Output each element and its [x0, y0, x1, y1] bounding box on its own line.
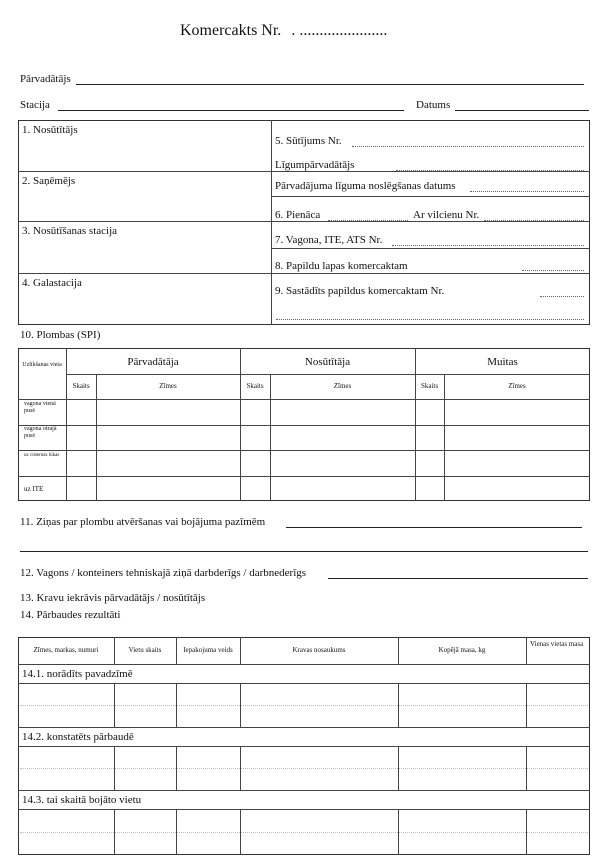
- label-vagona: 7. Vagona, ITE, ATS Nr.: [275, 234, 383, 246]
- results-section-14-1: 14.1. norādīts pavadzīmē: [22, 668, 133, 680]
- field-sutijums[interactable]: [352, 146, 584, 147]
- results-section-14-3: 14.3. tai skaitā bojāto vietu: [22, 794, 142, 806]
- label-sutijums: 5. Sūtījums Nr.: [275, 135, 342, 147]
- field-sastadits-line2[interactable]: [276, 319, 584, 320]
- label-section-11: 11. Ziņas par plombu atvēršanas vai bojājuma pazīmēm: [20, 516, 266, 528]
- label-nosutitajs: 1. Nosūtītājs: [22, 124, 78, 136]
- row-vagona-viena-puse: vagona vienā pusē: [24, 401, 56, 414]
- row-cisternas-lukas: uz cisternas lūkas: [24, 453, 60, 458]
- label-section-13: 13. Kravu iekrāvis pārvadātājs / nosūtītājs: [20, 592, 206, 604]
- field-vagona[interactable]: [392, 245, 584, 246]
- field-ligumparvadatajs[interactable]: [396, 170, 584, 171]
- label-datums: Datums: [416, 99, 451, 111]
- page-title: [180, 22, 387, 40]
- label-liguma-datums: Pārvadājuma līguma noslēgšanas datums: [275, 180, 456, 192]
- label-papildu-lapas: 8. Papildu lapas komercaktam: [275, 260, 408, 272]
- label-section-12: 12. Vagons / konteiners tehniskajā ziņā darbderīgs / darbnederīgs: [20, 567, 307, 579]
- title-text: Komercakts Nr.: [180, 22, 282, 39]
- field-ar-vilcienu[interactable]: [484, 220, 584, 221]
- label-ar-vilcienu: Ar vilcienu Nr.: [413, 209, 480, 221]
- col-iepakojuma-veids: Iepakojuma veids: [183, 646, 233, 654]
- field-stacija[interactable]: [58, 110, 404, 111]
- field-sastadits[interactable]: [540, 296, 584, 297]
- label-plombas: 10. Plombas (SPI): [20, 329, 101, 341]
- field-section-11-line2[interactable]: [20, 551, 588, 552]
- col-kopeja-masa: Kopējā masa, kg: [438, 646, 486, 654]
- field-section-12[interactable]: [328, 578, 588, 579]
- label-galastacija: 4. Galastacija: [22, 277, 82, 289]
- row-uz-ite: uz ITE: [24, 485, 44, 493]
- col-vietu-skaits: Vietu skaits: [128, 646, 162, 654]
- field-datums[interactable]: [455, 110, 589, 111]
- col-skaits-1: Skaits: [72, 382, 90, 390]
- col-vienas-vietas-masa: Vienas vietas masa: [530, 640, 584, 648]
- results-section-14-2: 14.2. konstatēts pārbaudē: [22, 731, 134, 743]
- label-sastadits: 9. Sastādīts papildus komercaktam Nr.: [275, 285, 445, 297]
- group-parvadataja: Pārvadātāja: [127, 356, 179, 368]
- label-sanemejs: 2. Saņēmējs: [22, 175, 76, 187]
- col-skaits-2: Skaits: [246, 382, 264, 390]
- group-nosutitaja: Nosūtītāja: [304, 356, 351, 368]
- col-zimes-1: Zīmes: [159, 382, 177, 390]
- row-vagona-otraja-puse: vagona otrajā pusē: [24, 426, 57, 439]
- label-section-14: 14. Pārbaudes rezultāti: [20, 609, 121, 621]
- label-stacija: Stacija: [20, 99, 50, 111]
- title-number-dots: . ......................: [291, 22, 388, 39]
- label-pienaca: 6. Pienāca: [275, 209, 321, 221]
- col-kravas-nosaukums: Kravas nosaukums: [292, 646, 346, 654]
- label-parvadatajs: Pārvadātājs: [20, 73, 71, 85]
- label-ligumparvadatajs: Līgumpārvadātājs: [275, 159, 355, 171]
- col-skaits-3: Skaits: [420, 382, 439, 390]
- group-muitas: Muitas: [487, 356, 518, 368]
- col-zimes-2: Zīmes: [333, 382, 352, 390]
- col-zimes-markas: Zīmes, markas, numuri: [33, 646, 99, 654]
- col-zimes-3: Zīmes: [508, 382, 526, 390]
- field-liguma-datums[interactable]: [470, 191, 584, 192]
- field-pienaca[interactable]: [328, 220, 408, 221]
- field-parvadatajs[interactable]: [76, 84, 584, 85]
- field-section-11[interactable]: [286, 527, 582, 528]
- col-uzliksanas-vieta: Uzlikšanas vieta: [22, 362, 62, 368]
- label-nosutisanas-stacija: 3. Nosūtīšanas stacija: [22, 225, 118, 237]
- field-papildu-lapas[interactable]: [522, 270, 584, 271]
